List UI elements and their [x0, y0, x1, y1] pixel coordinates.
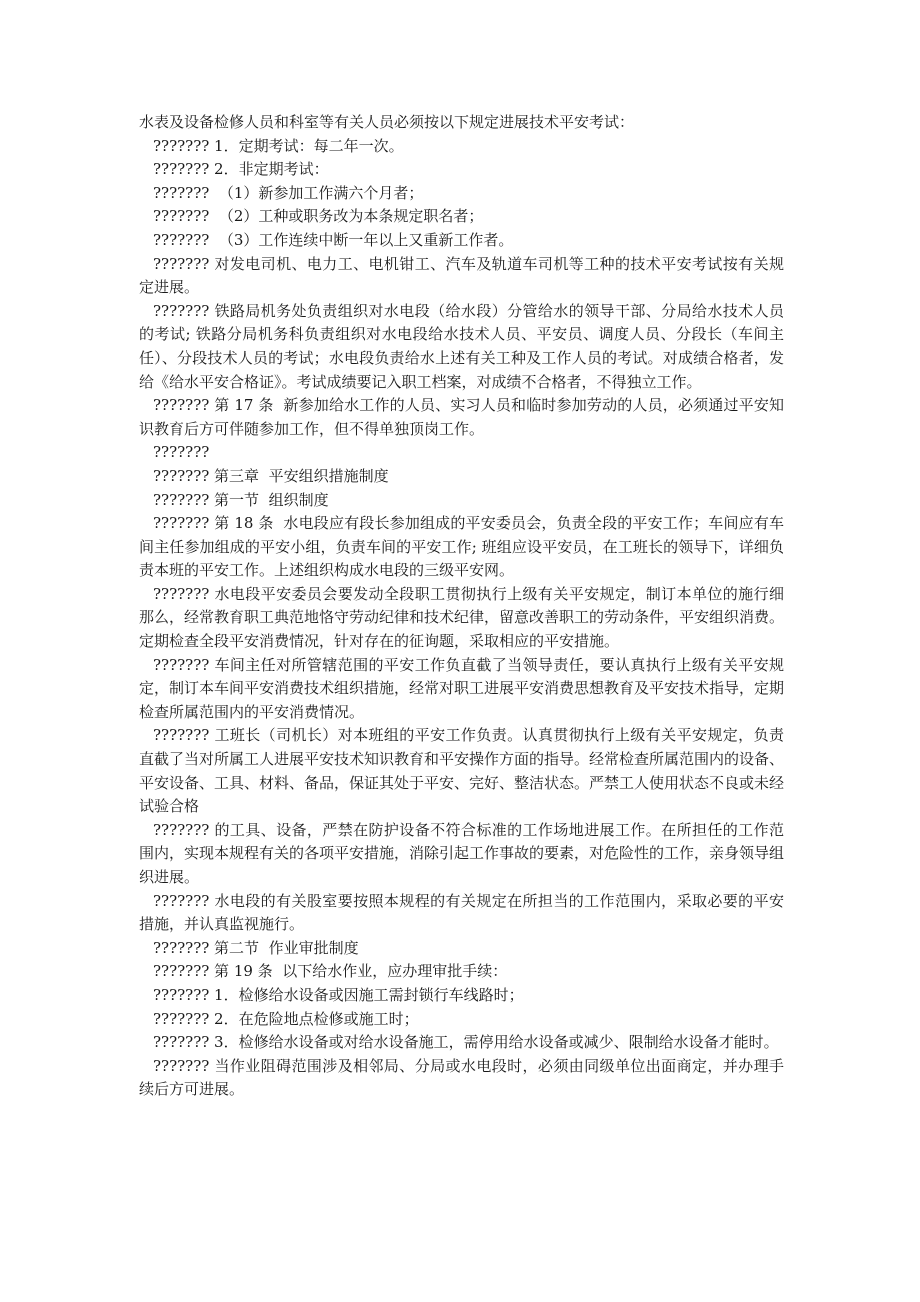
article-18-paragraph: ??????? 第 18 条 水电段应有段长参加组成的平安委员会，负责全段的平安工作；车间应有车间主任参加组成的平安小组，负责车间的平安工作; 班组应设平安员，在工班长的领导下，详细负责本班的平安工作。上述组织构成水电段的三级平安网。	[139, 514, 784, 580]
approval-item-1: ??????? 1．检修给水设备或因施工需封锁行车线路时；	[153, 985, 524, 1004]
exam-irregular-subitem-3: ??????? （3）工作连续中断一年以上又重新工作者。	[153, 230, 514, 249]
approval-item-3: ??????? 3．检修给水设备或对给水设备施工，需停用给水设备或减少、限制给水设备才能时。	[153, 1033, 779, 1052]
blank-paragraph: ???????	[153, 443, 210, 462]
exam-periodic-item: ??????? 1．定期考试：每二年一次。	[153, 136, 404, 155]
team-leader-paragraph: ??????? 工班长（司机长）对本班组的平安工作负责。认真贯彻执行上级有关平安规定，负责直截了当对所属工人进展平安技术知识教育和平安操作方面的指导。经常检查所属范围内的设备、平安设备、工具、材料、备品，保证其处于平安、完好、整洁状态。严禁工人使用状态不良或未经试验合格	[139, 726, 785, 816]
workshop-director-paragraph: ??????? 车间主任对所管辖范围的平安工作负直截了当领导责任，要认真执行上级有关平安规定，制订本车间平安消费技术组织措施，经常对职工进展平安消费思想教育及平安技术指导，定期检查所属范围内的平安消费情况。	[139, 655, 785, 721]
cross-unit-paragraph: ??????? 当作业阻碍范围涉及相邻局、分局或水电段时，必须由同级单位出面商定，并办理手续后方可进展。	[139, 1056, 784, 1099]
team-leader-continued-paragraph: ??????? 的工具、设备，严禁在防护设备不符合标准的工作场地进展工作。在所担任的工作范围内，实现本规程有关的各项平安措施，消除引起工作事故的要素，对危险性的工作，亲身领导组织进展。	[139, 820, 785, 886]
exam-irregular-subitem-1: ??????? （1）新参加工作满六个月者；	[153, 183, 424, 202]
approval-item-2: ??????? 2．在危险地点检修或施工时；	[153, 1009, 419, 1028]
article-19-paragraph: ??????? 第 19 条 以下给水作业，应办理审批手续：	[153, 962, 508, 981]
special-trades-paragraph: ??????? 对发电司机、电力工、电机钳工、汽车及轨道车司机等工种的技术平安考试按有关规定进展。	[139, 254, 784, 297]
document-page	[139, 111, 784, 1102]
intro-paragraph: 水表及设备检修人员和科室等有关人员必须按以下规定进展技术平安考试：	[139, 113, 635, 131]
exam-responsibility-paragraph: ??????? 铁路局机务处负责组织对水电段（给水段）分管给水的领导干部、分局给水技术人员的考试; 铁路分局机务科负责组织对水电段给水技术人员、平安员、调度人员、分段长（车间主任）、分段技术人员的考试；水电段负责给水上述有关工种及工作人员的考试。对成绩合格者，发给《给水平安合格证》。考试成绩要记入职工档案，对成绩不合格者，不得独立工作。	[139, 301, 784, 391]
departments-paragraph: ??????? 水电段的有关股室要按照本规程的有关规定在所担当的工作范围内，采取必要的平安措施，并认真监视施行。	[139, 891, 784, 934]
article-17-paragraph: ??????? 第 17 条 新参加给水工作的人员、实习人员和临时参加劳动的人员，必须通过平安知识教育后方可伴随参加工作，但不得单独顶岗工作。	[139, 396, 784, 438]
exam-irregular-subitem-2: ??????? （2）工种或职务改为本条规定职名者；	[153, 207, 484, 226]
chapter-3-heading: ??????? 第三章 平安组织措施制度	[153, 466, 389, 485]
section-1-heading: ??????? 第一节 组织制度	[153, 490, 329, 509]
safety-committee-paragraph: ??????? 水电段平安委员会要发动全段职工贯彻执行上级有关平安规定，制订本单位的施行细那么，经常教育职工典范地恪守劳动纪律和技术纪律，留意改善职工的劳动条件，平安组织消费。定期检查全段平安消费情况，针对存在的征询题，采取相应的平安措施。	[139, 584, 785, 651]
exam-irregular-item: ??????? 2．非定期考试：	[153, 160, 329, 179]
section-2-heading: ??????? 第二节 作业审批制度	[153, 938, 359, 957]
